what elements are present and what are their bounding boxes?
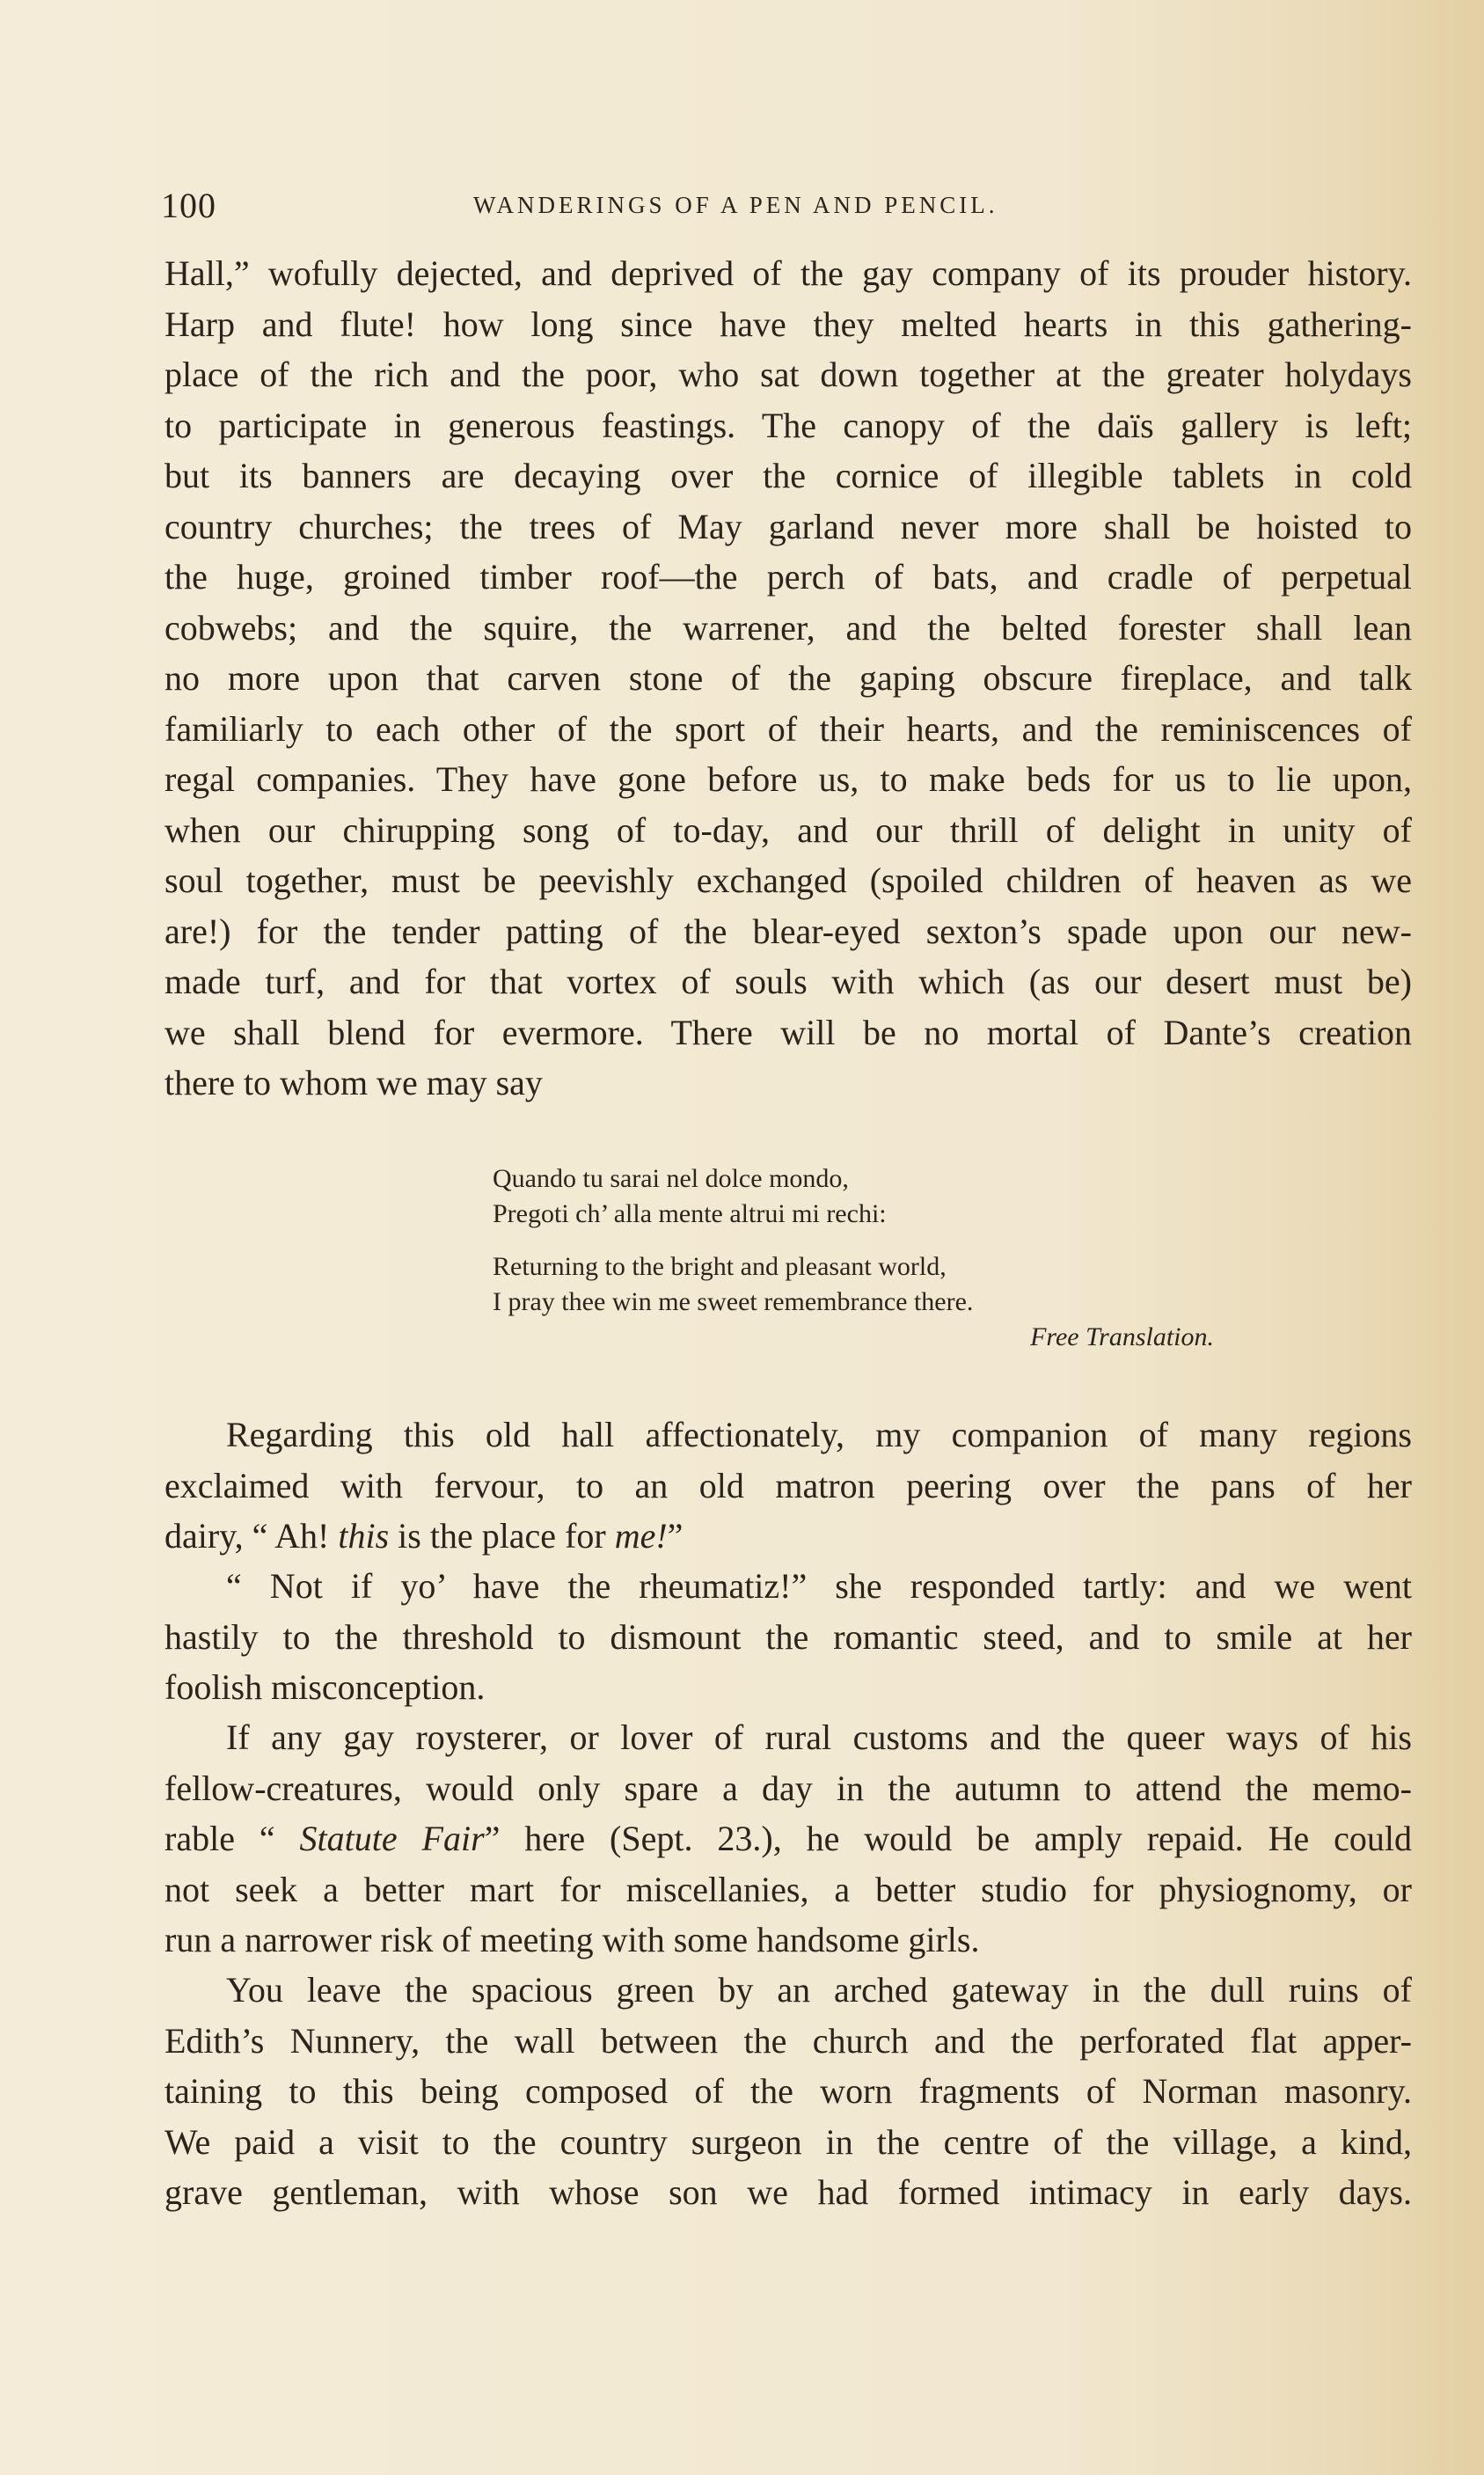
text-line: made turf, and for that vortex of souls with which (as our desert must be) <box>164 962 1412 1001</box>
text-line: grave gentleman, with whose son we had formed intimacy in early days. <box>164 2172 1412 2212</box>
emphasis-text: Statute Fair <box>299 1819 485 1858</box>
text-line: to participate in generous feastings. The canopy of the daïs gallery is left; <box>164 405 1412 445</box>
text-line: familiarly to each other of the sport of their hearts, and the reminiscences of <box>164 708 1412 749</box>
quote-line-english: Returning to the bright and pleasant world, <box>493 1252 947 1281</box>
paragraph-nunnery <box>164 1965 1412 2218</box>
paragraph-regarding <box>164 1410 1412 1562</box>
quote-line-english: I pray thee win me sweet remembrance there. <box>493 1287 974 1316</box>
text-run: rable “ <box>164 1819 300 1858</box>
quote-line-italian: Pregoti ch’ alla mente altrui mi rechi: <box>493 1199 887 1228</box>
text-line: run a narrower risk of meeting with some handsome girls. <box>164 1920 980 1959</box>
page-number: 100 <box>161 186 216 225</box>
text-line: Hall,” wofully dejected, and deprived of the gay company of its prouder history. <box>164 253 1412 293</box>
quote-line-italian: Quando tu sarai nel dolce mondo, <box>493 1164 849 1193</box>
text-line: country churches; the trees of May garland never more shall be hoisted to <box>164 506 1412 546</box>
text-line: If any gay roysterer, or lover of rural customs and the queer ways of his <box>226 1717 1412 1757</box>
text-line: “ Not if yo’ have the rheumatiz!” she responded tartly: and we went <box>226 1566 1412 1606</box>
emphasis-text: me! <box>614 1516 668 1556</box>
text-line: foolish misconception. <box>164 1667 486 1707</box>
text-line: are!) for the tender patting of the blear-eyed sexton’s spade upon our new- <box>164 911 1412 951</box>
text-line: We paid a visit to the country surgeon in the centre of the village, a kind, <box>164 2121 1412 2162</box>
text-run: ” here (Sept. 23.), he would be amply repaid. He could <box>484 1819 1412 1858</box>
text-line: Edith’s Nunnery, the wall between the church and the perforated flat apper- <box>164 2020 1412 2061</box>
text-line: cobwebs; and the squire, the warrener, and the belted forester shall lean <box>164 607 1412 648</box>
text-line: exclaimed with fervour, to an old matron peering over the pans of her <box>164 1465 1412 1505</box>
dante-quotation <box>493 1161 1214 1355</box>
text-run: dairy, “ Ah! <box>164 1516 339 1556</box>
emphasis-text: this <box>338 1516 390 1556</box>
text-line <box>164 1511 1412 1562</box>
running-head: WANDERINGS OF A PEN AND PENCIL. <box>473 192 998 218</box>
text-line: when our chirupping song of to-day, and our thrill of delight in unity of <box>164 809 1412 850</box>
text-line: regal companies. They have gone before us, to make beds for us to lie upon, <box>164 759 1412 799</box>
text-line: we shall blend for evermore. There will be no mortal of Dante’s creation <box>164 1012 1412 1052</box>
text-line: place of the rich and the poor, who sat down together at the greater holydays <box>164 355 1412 394</box>
text-line: not seek a better mart for miscellanies, a better studio for physiognomy, or <box>164 1869 1412 1909</box>
text-line: the huge, groined timber roof—the perch of bats, and cradle of perpetual <box>164 557 1412 597</box>
paragraph-hall <box>164 248 1412 1109</box>
text-run: ” <box>667 1516 684 1556</box>
text-line: You leave the spacious green by an arched gateway in the dull ruins of <box>226 1970 1412 2010</box>
paragraph-statute-fair <box>164 1712 1412 1966</box>
text-line: Harp and flute! how long since have they melted hearts in this gathering- <box>164 304 1412 344</box>
text-line <box>164 1813 1412 1864</box>
paragraph-rheumatiz <box>164 1561 1412 1713</box>
text-line: fellow-creatures, would only spare a day in the autumn to attend the memo- <box>164 1768 1412 1808</box>
page-header <box>161 185 1410 229</box>
text-line: there to whom we may say <box>164 1063 543 1102</box>
text-line: soul together, must be peevishly exchanged (spoiled children of heaven as we <box>164 860 1412 900</box>
text-line: no more upon that carven stone of the gaping obscure fireplace, and talk <box>164 658 1412 698</box>
text-line: Regarding this old hall affectionately, my companion of many regions <box>226 1415 1412 1454</box>
text-run: is the place for <box>389 1516 615 1556</box>
text-line: taining to this being composed of the worn fragments of Norman masonry. <box>164 2071 1412 2111</box>
quote-attribution: Free Translation. <box>1030 1322 1214 1351</box>
text-line: hastily to the threshold to dismount the romantic steed, and to smile at her <box>164 1616 1412 1657</box>
text-line: but its banners are decaying over the cornice of illegible tablets in cold <box>164 456 1412 495</box>
